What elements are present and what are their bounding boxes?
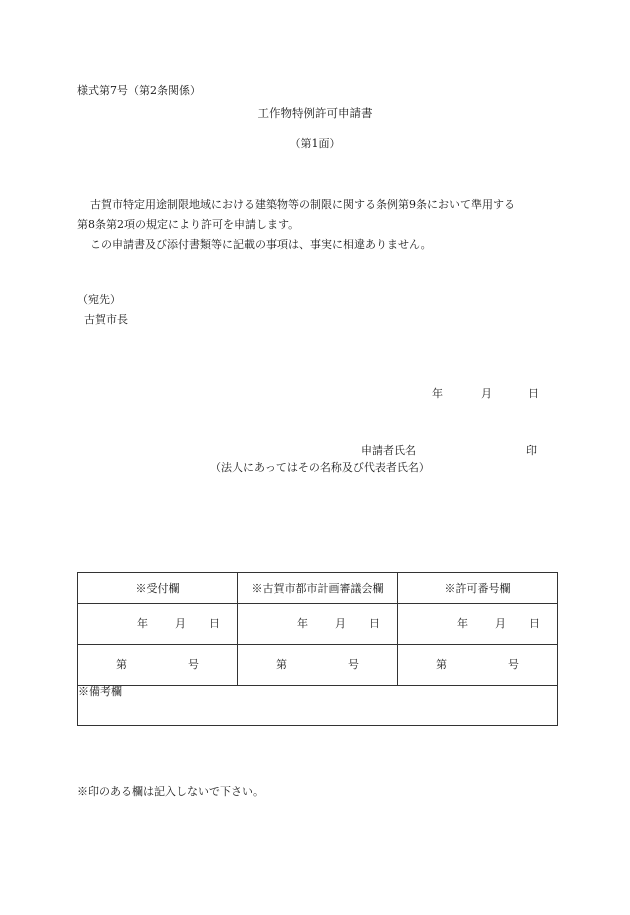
form-number: 様式第7号（第2条関係）	[77, 84, 201, 97]
remarks-cell	[78, 686, 558, 726]
document-title: 工作物特例許可申請書	[257, 106, 373, 120]
page-label: （第1面）	[289, 137, 341, 150]
reception-date-cell	[78, 604, 238, 645]
office-use-table	[77, 572, 558, 726]
day-unit: 日	[209, 617, 220, 630]
seal-mark: 印	[526, 444, 537, 457]
day-unit: 日	[529, 617, 540, 630]
body-line-2: 第8条第2項の規定により許可を申請します。	[77, 218, 300, 231]
remarks-label: ※備考欄	[78, 685, 122, 698]
permit-number-header: ※許可番号欄	[398, 573, 558, 604]
permit-date-cell	[398, 604, 558, 645]
applicant-name-label: 申請者氏名	[361, 444, 416, 457]
planning-council-header: ※古賀市都市計画審議会欄	[238, 573, 398, 604]
council-number-cell	[238, 645, 398, 686]
number-suffix: 号	[188, 658, 199, 671]
month-unit: 月	[175, 617, 186, 630]
application-date-year: 年	[432, 387, 443, 400]
application-date-day: 日	[528, 387, 539, 400]
reception-number-cell	[78, 645, 238, 686]
year-unit: 年	[137, 617, 148, 630]
body-line-1: 古賀市特定用途制限地域における建築物等の制限に関する条例第9条において準用する	[90, 198, 515, 211]
number-suffix: 号	[508, 658, 519, 671]
month-unit: 月	[335, 617, 346, 630]
year-unit: 年	[297, 617, 308, 630]
number-prefix: 第	[436, 658, 447, 671]
number-prefix: 第	[276, 658, 287, 671]
permit-number-cell	[398, 645, 558, 686]
application-date-month: 月	[481, 387, 492, 400]
day-unit: 日	[369, 617, 380, 630]
addressee-label: （宛先）	[77, 293, 121, 306]
reception-header: ※受付欄	[78, 573, 238, 604]
council-date-cell	[238, 604, 398, 645]
addressee-name: 古賀市長	[84, 313, 128, 326]
body-line-3: この申請書及び添付書類等に記載の事項は、事実に相違ありません。	[90, 238, 432, 251]
corporation-note: （法人にあってはその名称及び代表者氏名）	[210, 461, 430, 474]
footnote: ※印のある欄は記入しないで下さい。	[77, 785, 264, 798]
month-unit: 月	[495, 617, 506, 630]
year-unit: 年	[457, 617, 468, 630]
number-prefix: 第	[116, 658, 127, 671]
number-suffix: 号	[348, 658, 359, 671]
